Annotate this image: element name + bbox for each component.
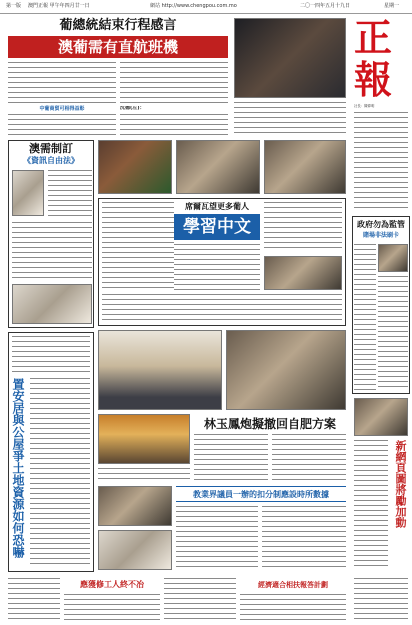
story5-photo-2 <box>98 486 172 526</box>
bottom-text-2 <box>64 594 160 620</box>
story5-subhead: 教業界議員一辦的扣分制應設時所數據 <box>176 486 346 502</box>
weekday-text: 星期一 <box>384 3 400 9</box>
lead-photo-caption: 沈德(左)： <box>120 106 145 111</box>
story2-photo-2 <box>12 284 92 324</box>
lead-banner: 澳葡需有直航班機 <box>8 36 228 58</box>
lead-text-5 <box>234 102 346 136</box>
lead-headline: 葡總統結束行程感言 <box>59 18 177 33</box>
story5-text-4 <box>262 506 346 570</box>
masthead-char-2: 報 <box>354 57 393 102</box>
story3-text-1 <box>102 202 174 290</box>
masthead <box>350 16 410 126</box>
bottom-left-banner: 應獲修工人終不冶 <box>64 578 160 592</box>
story2-text-1 <box>48 170 92 220</box>
story5-text-2 <box>272 434 346 482</box>
group-photo <box>226 330 346 410</box>
story5-text-3 <box>176 506 258 570</box>
masthead-info: 社長：陳偉明 <box>354 104 375 108</box>
side-text-2 <box>378 276 408 390</box>
bottom-text-1 <box>8 578 60 620</box>
story3-headline: 學習中文 <box>174 214 260 240</box>
main-column <box>4 16 348 622</box>
story3-kicker: 席爾瓦望更多葡人 <box>185 202 249 211</box>
lead-text-1 <box>8 62 116 104</box>
story4-vertical-headline: 置安居與公屋爭土地資源如何恐嚇 <box>11 378 25 558</box>
lead-text-3 <box>8 114 116 136</box>
story3-text-3 <box>264 202 342 252</box>
bottom-text-3 <box>164 578 236 620</box>
lead-text-2 <box>120 62 228 104</box>
story2-text-2 <box>12 222 92 280</box>
top-bar <box>0 0 412 14</box>
lead-text-4 <box>120 114 228 136</box>
story5-photo-3 <box>98 530 172 570</box>
story3-photo-2 <box>176 140 260 194</box>
side-headline: 政府勿為監管 <box>357 220 405 229</box>
story2-headline: 澳需制訂 <box>29 142 73 155</box>
story3-photo-4 <box>264 256 342 290</box>
story2-sub: 《資訊自由法》 <box>23 156 79 165</box>
side-column <box>350 16 410 622</box>
side-text-4 <box>354 578 408 620</box>
bottom-text-4 <box>240 594 346 620</box>
website-text[interactable]: 網站 http://www.chengpou.com.mo <box>150 3 237 9</box>
church-photo <box>98 330 222 410</box>
side-sub: 賭場非法刷卡 <box>362 232 399 239</box>
story3-text-2 <box>174 244 260 290</box>
story5-headline: 林玉鳳炮擬撤回自肥方案 <box>203 417 336 431</box>
story4-text-1 <box>12 336 90 374</box>
story4-text-2 <box>30 378 90 568</box>
masthead-char-1: 正 <box>354 15 393 60</box>
story5-text-1 <box>194 434 268 482</box>
side-text-1 <box>354 244 376 390</box>
date-text: 二〇一四年五月十九日 <box>300 3 351 9</box>
side-info-text <box>354 112 408 212</box>
side-photo-1 <box>378 244 408 272</box>
story3-photo-3 <box>264 140 346 194</box>
side-red-vertical: 新網頁圖將勵加動 <box>394 440 407 528</box>
side-text-3 <box>354 440 388 570</box>
issue-info: 澳門正報 甲午年四月廿一日 <box>28 3 90 9</box>
page-number: 第一版 <box>6 3 22 9</box>
lead-photo <box>234 18 346 98</box>
story2-photo <box>12 170 44 216</box>
story3-photo-1 <box>98 140 172 194</box>
side-photo-2 <box>354 398 408 436</box>
story5-text-0 <box>98 468 190 482</box>
lead-subhead: 中葡商貿可相得益彰 <box>39 106 85 112</box>
story5-photo-1 <box>98 414 190 464</box>
bottom-right-banner: 經濟適合相扶報答計劃 <box>240 578 346 592</box>
story3-text-4 <box>102 294 342 322</box>
